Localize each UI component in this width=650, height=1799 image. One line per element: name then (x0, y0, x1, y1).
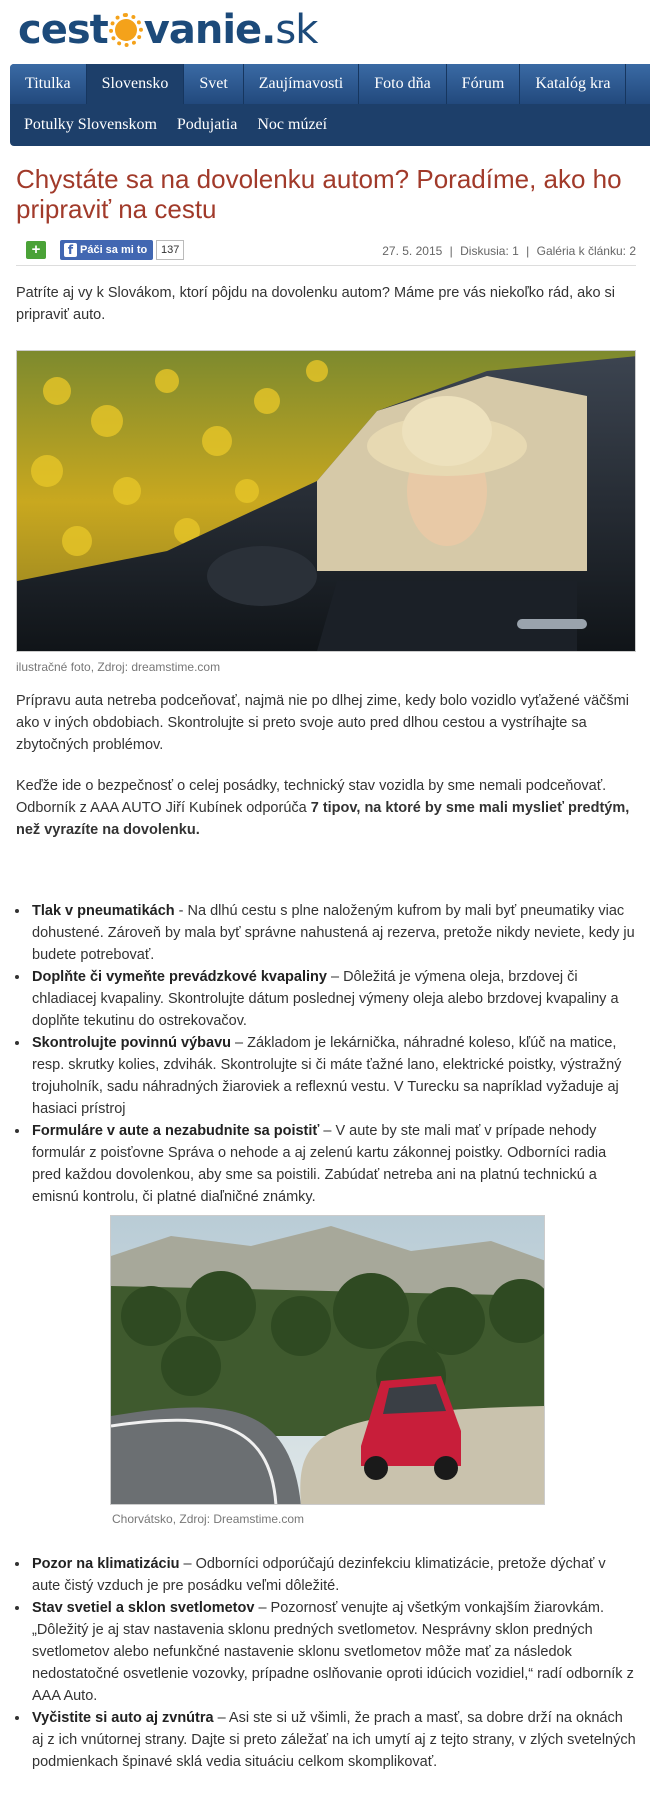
article-paragraph-2 (16, 775, 636, 841)
article-meta-bar (16, 236, 636, 266)
article-paragraph-1: Prípravu auta netreba podceňovať, najmä nie po dlhej zime, kedy bolo vozidlo vyťažené väčšmi ako v iných obdobiach. Skontrolujte si preto svoje auto pred dlhou cestou a vystríhajte sa zbytočných problémov. (16, 693, 629, 753)
subnav-noc-muzei[interactable]: Noc múzeí (257, 116, 328, 133)
photo-road-illustration (111, 1216, 545, 1505)
article-date: 27. 5. 2015 (382, 244, 443, 258)
nav-tab-zaujimavosti[interactable]: Zaujímavosti (244, 64, 359, 104)
logo-tld: sk (275, 7, 318, 53)
main-navigation (10, 64, 650, 146)
list-item (30, 966, 636, 1032)
share-plus-button[interactable]: + (26, 241, 46, 259)
paragraph-2-bold: 7 tipov, na ktoré by sme mali myslieť predtým, než vyrazíte na dovolenku. (16, 800, 630, 838)
nav-secondary-tabs (10, 104, 650, 146)
nav-tab-titulka[interactable]: Titulka (10, 64, 87, 104)
like-count: 137 (156, 240, 184, 260)
facebook-like-button[interactable] (60, 240, 153, 260)
article-photo-red-car-road[interactable] (110, 1215, 545, 1505)
nav-tab-katalog[interactable]: Katalóg kra (520, 64, 626, 104)
facebook-icon: f (64, 243, 77, 257)
subnav-podujatia[interactable]: Podujatia (176, 116, 238, 133)
list-item (30, 1553, 636, 1597)
nav-primary-tabs (10, 64, 650, 104)
tip-text: – Základom je lekárnička, náhradné koleso, kľúč na matice, resp. skrutky kolies, zdvihák. Skontrolujte si či máte ťažné lano, elektrické poistky, výstražný trojuholník, sadu náhradných žiaroviek a reflexnú vestu. V Turecku sa napríklad vyžaduje aj hasiaci prístroj (32, 1035, 622, 1117)
nav-tab-slovensko[interactable]: Slovensko (87, 64, 185, 104)
list-item (30, 1597, 636, 1707)
logo-text-part2: vanie (143, 7, 262, 53)
tip-text: – Dôležitá je výmena oleja, brzdovej či chladiacej kvapaliny. Skontrolujte dátum poslednej výmeny oleja alebo brzdovej kvapaliny a doplňte tekutinu do ostrekovačov. (32, 969, 619, 1029)
tip-text: – Asi ste si už všimli, že prach a masť, sa dobre drží na oknách aj z ich vnútornej strany. Dajte si preto záležať na ich umytí aj z tejto strany, v zlých svetelných podmienkach špinavé sklá vedia situáciu celkom skomplikovať. (32, 1710, 636, 1770)
meta-separator: | (526, 244, 530, 258)
tips-list-1 (30, 900, 636, 1208)
list-item (30, 900, 636, 966)
tip-title: Skontrolujte povinnú výbavu (32, 1035, 231, 1051)
tip-text: - Na dlhú cestu s plne naloženým kufrom by mali byť pneumatiky viac dohustené. Zároveň by mala byť správne nahustená aj rezerva, pretože nikdy neviete, kedy ju budete potrebovať. (32, 903, 635, 963)
tip-text: – Odborníci odporúčajú dezinfekciu klimatizácie, pretože dýchať v aute čistý vzduch je pre posádku veľmi dôležité. (32, 1556, 606, 1594)
like-label: Páči sa mi to (80, 244, 148, 256)
subnav-potulky[interactable]: Potulky Slovenskom (24, 116, 157, 133)
tip-title: Doplňte či vymeňte prevádzkové kvapaliny (32, 969, 327, 985)
article-meta-info (378, 244, 636, 258)
nav-tab-svet[interactable]: Svet (184, 64, 243, 104)
sun-icon (109, 13, 143, 47)
tip-title: Vyčistite si auto aj zvnútra (32, 1710, 214, 1726)
article-title: Chystáte sa na dovolenku autom? Poradíme, ako ho pripraviť na cestu (16, 164, 622, 224)
nav-tab-foto-dna[interactable]: Foto dňa (359, 64, 446, 104)
tip-text: – V aute by ste mali mať v prípade nehody formulár z poisťovne Správa o nehode a aj zelenú kartu zákonnej poistky. Odborníci radia pred každou dovolenkou, aby sme sa poistili. Zabúdať netreba ani na platnú technickú a emisnú kontrolu, či platné diaľničné známky. (32, 1123, 607, 1205)
article-photo-woman-in-car[interactable] (16, 350, 636, 652)
logo-dot: . (261, 7, 276, 53)
site-logo[interactable] (18, 6, 317, 54)
nav-tab-forum[interactable]: Fórum (447, 64, 521, 104)
meta-separator: | (449, 244, 453, 258)
article-lead: Patríte aj vy k Slovákom, ktorí pôjdu na dovolenku autom? Máme pre vás niekoľko rád, ako si pripraviť auto. (16, 285, 616, 323)
tip-title: Tlak v pneumatikách (32, 903, 175, 919)
logo-text-part1: cest (18, 7, 108, 53)
tips-list-2 (30, 1553, 636, 1773)
tip-title: Formuláre v aute a nezabudnite sa poistiť (32, 1123, 320, 1139)
list-item (30, 1707, 636, 1773)
photo2-caption: Chorvátsko, Zdroj: Dreamstime.com (112, 1512, 305, 1526)
photo-car-illustration (17, 351, 636, 652)
gallery-link[interactable]: Galéria k článku: 2 (536, 244, 636, 258)
discussion-link[interactable]: Diskusia: 1 (460, 244, 519, 258)
paragraph-2-text: Keďže ide o bezpečnosť o celej posádky, technický stav vozidla by sme nemali podceňovať. Odborník z AAA AUTO Jiří Kubínek odporúča (16, 778, 607, 816)
tip-text: – Pozornosť venujte aj všetkým vonkajším žiarovkám. „Dôležitý je aj stav nastavenia sklonu predných svetlometov. Nesprávny sklon predných svetlometov alebo nefunkčné nastavenie sklonu svetlometov môže mať za následok nedostatočné osvetlenie vozovky, prípadne oslňovanie oproti idúcich vozidiel,“ radí odborník z AAA Auto. (32, 1600, 634, 1704)
photo1-caption: ilustračné foto, Zdroj: dreamstime.com (16, 660, 221, 674)
tip-title: Pozor na klimatizáciu (32, 1556, 180, 1572)
tip-title: Stav svetiel a sklon svetlometov (32, 1600, 255, 1616)
list-item (30, 1032, 636, 1120)
list-item (30, 1120, 636, 1208)
